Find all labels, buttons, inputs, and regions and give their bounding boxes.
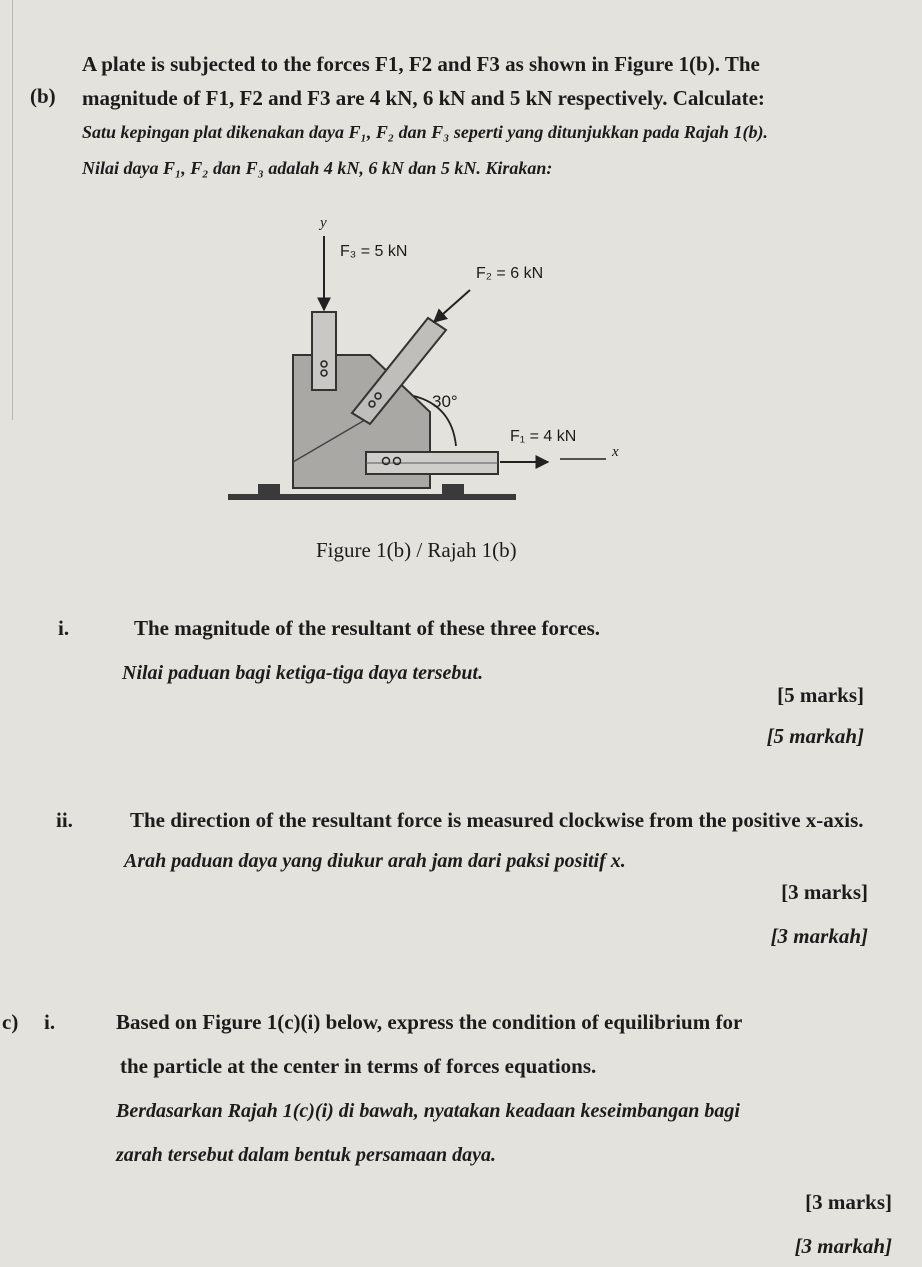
- angle-label: 30°: [432, 392, 458, 411]
- question-c-markah: [3 markah]: [794, 1234, 892, 1258]
- support-block-right: [442, 484, 464, 494]
- part-i-label: i.: [58, 616, 70, 640]
- part-i-marks: [5 marks]: [777, 683, 864, 707]
- ground-line: [228, 494, 516, 500]
- part-ii-label: ii.: [56, 808, 73, 832]
- question-b-line2: magnitude of F1, F2 and F3 are 4 kN, 6 kN and 5 kN respectively. Calculate:: [82, 86, 765, 110]
- part-i-malay: Nilai paduan bagi ketiga-tiga daya tersebut.: [122, 662, 484, 684]
- part-i-text: The magnitude of the resultant of these three forces.: [134, 616, 601, 640]
- x-axis-label: x: [612, 444, 619, 460]
- question-c-malay2: zarah tersebut dalam bentuk persamaan daya.: [116, 1144, 497, 1166]
- part-i-markah: [5 markah]: [766, 724, 864, 748]
- f2-arrow: [434, 290, 470, 322]
- question-b-malay2: Nilai daya F₁, F₂ dan F₃ adalah 4 kN, 6 kN dan 5 kN. Kirakan:: [82, 158, 553, 178]
- question-c-line1: Based on Figure 1(c)(i) below, express the condition of equilibrium for: [116, 1010, 743, 1034]
- part-ii-marks: [3 marks]: [781, 880, 868, 904]
- part-ii-malay: Arah paduan daya yang diukur arah jam dari paksi positif x.: [124, 850, 626, 872]
- figure-1b: [0, 0, 922, 560]
- vertical-member: [312, 312, 336, 390]
- question-b-label: (b): [30, 84, 56, 108]
- part-ii-markah: [3 markah]: [770, 924, 868, 948]
- question-b-malay1: Satu kepingan plat dikenakan daya F₁, F₂ dan F₃ seperti yang ditunjukkan pada Rajah 1(b).: [82, 122, 768, 142]
- f1-label: F₁ = 4 kN: [510, 428, 577, 445]
- support-block-left: [258, 484, 280, 494]
- question-c-malay1: Berdasarkan Rajah 1(c)(i) di bawah, nyatakan keadaan keseimbangan bagi: [116, 1100, 740, 1122]
- f3-label: F₃ = 5 kN: [340, 243, 408, 260]
- question-b-line1: A plate is subjected to the forces F1, F2 and F3 as shown in Figure 1(b). The: [82, 52, 760, 76]
- question-c-marks: [3 marks]: [805, 1190, 892, 1214]
- f2-label: F₂ = 6 kN: [476, 265, 544, 282]
- y-axis-label: y: [320, 215, 327, 231]
- question-c-sublabel: i.: [44, 1010, 56, 1034]
- figure-caption: Figure 1(b) / Rajah 1(b): [316, 538, 517, 562]
- part-ii-text: The direction of the resultant force is measured clockwise from the positive x-axis.: [130, 808, 864, 832]
- question-c-label: c): [2, 1010, 19, 1034]
- question-c-line2: the particle at the center in terms of forces equations.: [120, 1054, 597, 1078]
